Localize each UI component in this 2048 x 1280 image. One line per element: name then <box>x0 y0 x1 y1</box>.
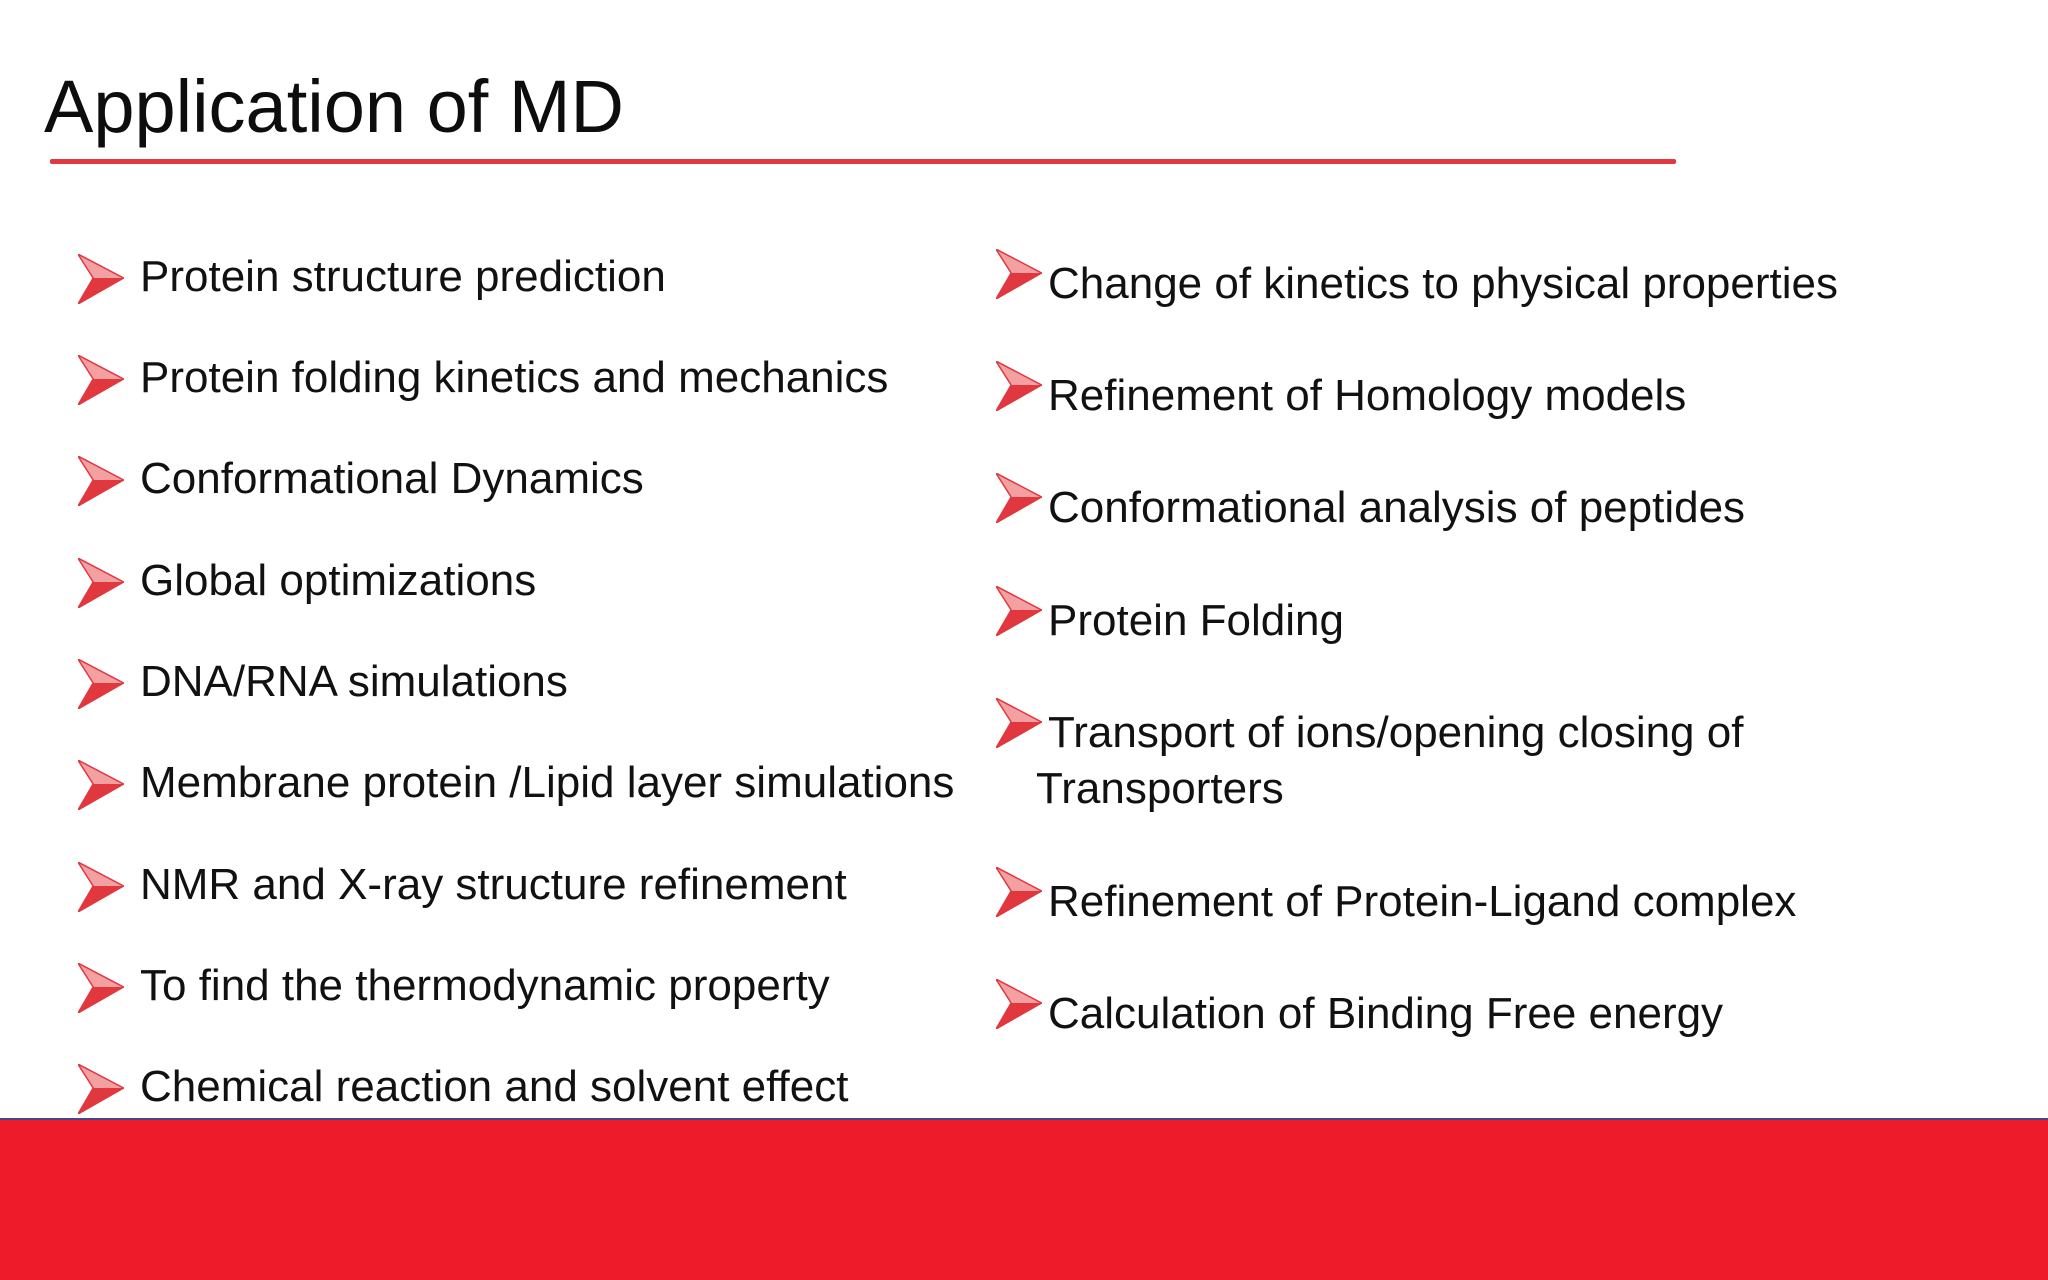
arrow-bullet-icon <box>78 760 124 810</box>
arrow-bullet-icon <box>996 473 1042 523</box>
footer-band <box>0 1118 2048 1280</box>
list-item-label-continued: Transporters <box>1036 764 1284 813</box>
arrow-bullet-icon <box>996 249 1042 299</box>
list-item-label: Protein folding kinetics and mechanics <box>140 353 889 402</box>
arrow-bullet-icon <box>78 862 124 912</box>
slide-title: Application of MD <box>44 65 624 148</box>
arrow-bullet-icon <box>996 586 1042 636</box>
title-underline <box>50 159 1676 164</box>
arrow-bullet-icon <box>996 698 1042 748</box>
arrow-bullet-icon <box>78 558 124 608</box>
list-item-label: Refinement of Homology models <box>1048 371 1687 420</box>
arrow-bullet-icon <box>996 361 1042 411</box>
list-item-label: Change of kinetics to physical properties <box>1048 259 1838 308</box>
arrow-bullet-icon <box>996 867 1042 917</box>
arrow-bullet-icon <box>78 355 124 405</box>
arrow-bullet-icon <box>78 963 124 1013</box>
arrow-bullet-icon <box>996 979 1042 1029</box>
list-item-label: Refinement of Protein-Ligand complex <box>1048 877 1797 926</box>
list-item-label: Membrane protein /Lipid layer simulations <box>140 758 955 807</box>
arrow-bullet-icon <box>78 1064 124 1114</box>
list-item-label: NMR and X-ray structure refinement <box>140 860 847 909</box>
list-item-label: Global optimizations <box>140 556 537 605</box>
list-item-label: Protein Folding <box>1048 596 1344 645</box>
list-item-label: Protein structure prediction <box>140 252 666 301</box>
list-item-label: Chemical reaction and solvent effect <box>140 1062 849 1111</box>
list-item-label: DNA/RNA simulations <box>140 657 568 706</box>
list-item-label: Conformational Dynamics <box>140 454 644 503</box>
arrow-bullet-icon <box>78 659 124 709</box>
list-item-label: Calculation of Binding Free energy <box>1048 989 1724 1038</box>
list-item-label: Transport of ions/opening closing of <box>1048 708 1744 757</box>
list-item-label: To find the thermodynamic property <box>140 961 830 1010</box>
arrow-bullet-icon <box>78 254 124 304</box>
list-item-label: Conformational analysis of peptides <box>1048 483 1746 532</box>
arrow-bullet-icon <box>78 456 124 506</box>
